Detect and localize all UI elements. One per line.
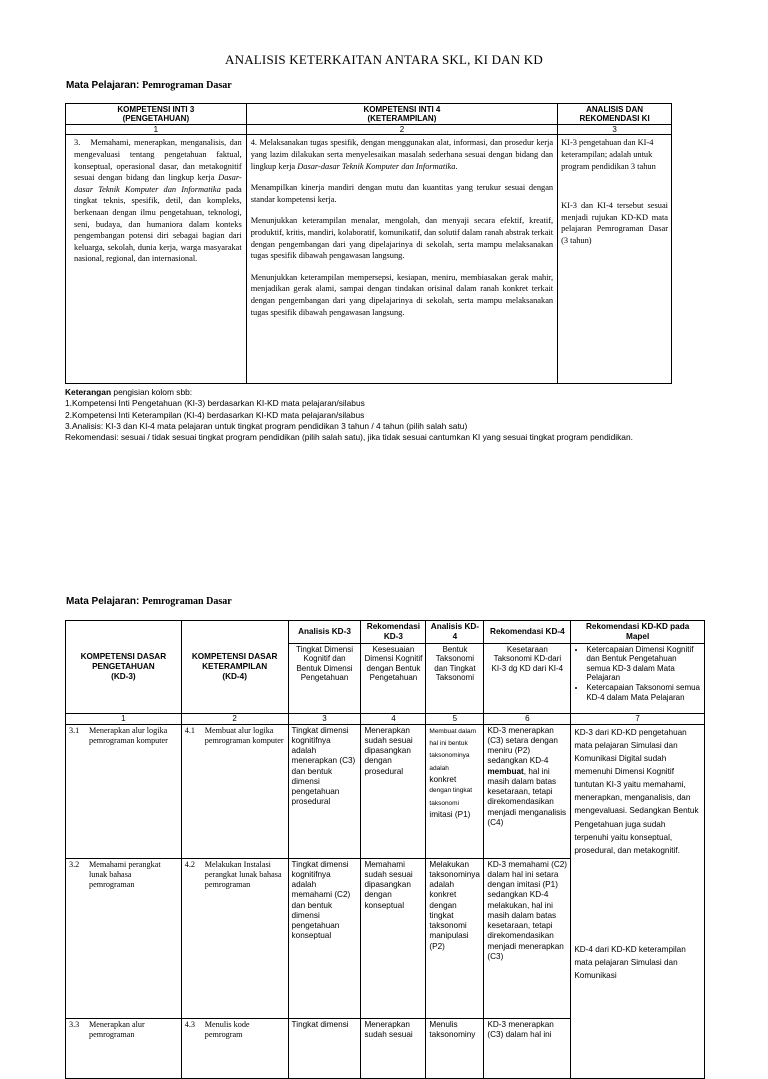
sub-analysis-kd3: Tingkat Dimensi Kognitif dan Bentuk Dimensi Pengetahuan (288, 643, 361, 713)
subject-line-1 (66, 80, 232, 91)
subject-name: Pemrograman Dasar (142, 596, 232, 607)
sub-rec-mapel (571, 643, 705, 713)
rec-kd4-text: KD-3 menerapkan (C3) setara dengan meniru (P2) sedangkan KD-4 membuat, hal ini masih dalam batas kesetaraan, tetapi direkomendasikan menjadi menganalisis (C4) (484, 724, 571, 858)
analysis-paragraph: KI-3 pengetahuan dan KI-4 keterampilan; adalah untuk program pendidikan 3 tahun (561, 138, 656, 171)
kd4-text: Melakukan Instalasi perangkat lunak bahasa pemrograman (204, 859, 282, 890)
col-number: 2 (246, 125, 557, 135)
analysis-kd3-text: Tingkat dimensi kognitifnya adalah menerapkan (C3) dan bentuk dimensi pengetahuan prosedural (288, 724, 361, 858)
header-ki4: KOMPETENSI INTI 4 (KETERAMPILAN) (246, 104, 557, 125)
note-line: 2.Kompetensi Inti Keterampilan (KI-4) berdasarkan KI-KD mata pelajaran/silabus (65, 409, 365, 420)
rec-kd3-text: Menerapkan sudah sesuai dipasangkan dengan prosedural (361, 724, 426, 858)
notes-label: Keterangan (65, 387, 112, 397)
subject-label: Mata Pelajaran: (66, 596, 140, 607)
header-analysis-kd3: Analisis KD-3 (288, 621, 361, 644)
col-number: 3 (558, 125, 672, 135)
rec-kd4-text: KD-3 memahami (C2) dalam hal ini setara dengan imitasi (P1) sedangkan KD-4 melakukan, hal ini masih dalam batas kesetaraan, tetapi direkomendasikan menjadi menerapkan (C3) (484, 858, 571, 1018)
header-kd4: KOMPETENSI DASAR KETERAMPILAN (KD-4) (181, 621, 288, 714)
subject-name: Pemrograman Dasar (142, 80, 232, 91)
sub-rec-kd4: Kesetaraan Taksonomi KD-dari KI-3 dg KD dari KI-4 (484, 643, 571, 713)
ki3-cell: 3. Memahami, menerapkan, menganalisis, dan mengevaluasi tentang pengetahuan faktual, konseptual, operasional dasar, dan metakognitif sesuai dengan bidang dan lingkup kerja Dasar-dasar Teknik Komputer dan Informatika pada tingkat teknis, spesifik, detil, dan kompleks, berkenaan dengan ilmu pengetahuan, teknologi, seni, budaya, dan humaniora dalam konteks pengembangan potensi diri sebagai bagian dari keluarga, sekolah, dunia kerja, warga masyarakat nasional, regional, dan internasional. (66, 135, 247, 384)
col-number: 5 (426, 713, 484, 724)
subject-label: Mata Pelajaran: (66, 80, 140, 91)
col-number: 7 (571, 713, 705, 724)
col-number: 1 (66, 125, 247, 135)
analysis-paragraph: KI-3 dan KI-4 tersebut sesuai menjadi rujukan KD-KD mata pelajaran Pemrograman Dasar (3 tahun) (561, 201, 668, 245)
kd4-text: Menulis kode pemrogram (204, 1019, 250, 1039)
analysis-kd4-text: Melakukan taksonominya adalah konkret dengan tingkat taksonomi manipulasi (P2) (426, 858, 484, 1018)
ki4-paragraph: Menampilkan kinerja mandiri dengan mutu dan kuantitas yang terukur sesuai dengan standar kompetensi kerja. (250, 183, 554, 204)
note-line: 1.Kompetensi Inti Pengetahuan (KI-3) berdasarkan KI-KD mata pelajaran/silabus (65, 398, 365, 409)
header-analysis-kd4: Analisis KD-4 (426, 621, 484, 644)
header-rec-kd3: Rekomendasi KD-3 (361, 621, 426, 644)
sub-rec-kd3: Kesesuaian Dimensi Kognitif dengan Bentuk Pengetahuan (361, 643, 426, 713)
rec-bullet: • Ketercapaian Taksonomi semua KD-4 dalam Mata Pelajaran (586, 683, 701, 702)
col-number: 4 (361, 713, 426, 724)
header-ki3: KOMPETENSI INTI 3 (PENGETAHUAN) (66, 104, 247, 125)
analysis-cell (558, 135, 672, 384)
kd-analysis-table (65, 620, 705, 1079)
table-row: 3.3 Menerapkan alur pemrograman 4.3 Menulis kode pemrogram Tingkat dimensi Menerapkan sudah sesuai Menulis taksonominy KD-3 menerapkan (C3) dalam hal ini (66, 1018, 705, 1078)
rec-kd3-text: Memahami sudah sesuai dipasangkan dengan konseptual (361, 858, 426, 1018)
subject-line-2 (66, 596, 232, 607)
kd4-text: Membuat alur logika pemrograman komputer (204, 725, 284, 745)
sub-analysis-kd4: Bentuk Taksonomi dan Tingkat Taksonomi (426, 643, 484, 713)
ki4-cell: 4. Melaksanakan tugas spesifik, dengan menggunakan alat, informasi, dan prosedur kerja yang lazim dilakukan serta menyelesaikan masalah sederhana sesuai dengan bidang dan lingkup kerja Dasar-dasar Teknik Komputer dan Informatika. Menampilkan kinerja mandiri dengan mutu dan kuantitas yang terukur sesuai dengan standar kompetensi kerja. Menunjukkan keterampilan menalar, mengolah, dan menyaji secara efektif, kreatif, produktif, kritis, mandiri, kolaboratif, komunikatif, dan solutif dalam ranah abstrak terkait dengan pengembangan dari yang dipelajarinya di sekolah, serta mampu melaksanakan tugas spesifik dibawah pengawasan langsung. Menunjukkan keterampilan mempersepsi, kesiapan, meniru, membiasakan gerak mahir, menjadikan gerak alami, sampai dengan tindakan orisinal dalam ranah konkret terkait dengan pengembangan dari yang dipelajarinya di sekolah, serta mampu melaksanakan tugas spesifik dibawah pengawasan langsung. (246, 135, 557, 384)
ki4-paragraph: Menunjukkan keterampilan mempersepsi, kesiapan, meniru, membiasakan gerak mahir, menjadikan gerak alami, sampai dengan tindakan orisinal dalam ranah konkret terkait dengan pengembangan dari yang dipelajarinya di sekolah, serta mampu melaksanakan tugas spesifik dibawah pengawasan langsung. (250, 272, 554, 317)
notes-block: Keterangan pengisian kolom sbb: 1.Kompetensi Inti Pengetahuan (KI-3) berdasarkan KI-KD mata pelajaran/silabus 2.Kompetensi Inti Keterampilan (KI-4) berdasarkan KI-KD mata pelajaran/silabus 3.Analisis: KI-3 dan KI-4 mata pelajaran untuk tingkat program pendidikan 3 tahun / 4 tahun (pilih salah satu) Rekomendasi: sesuai / tidak sesuai tingkat program pendidikan (pilih salah satu), jika tidak sesuai cantumkan KI yang sesuai tingkat program pendidikan. (65, 387, 765, 443)
table-row: 3.2 Memahami perangkat lunak bahasa pemrograman 4.2 Melakukan Instalasi perangkat lunak bahasa pemrograman Tingkat dimensi kognitifnya adalah memahami (C2) dan bentuk dimensi pengetahuan konseptual Memahami sudah sesuai dipasangkan dengan konseptual Melakukan taksonominya adalah konkret dengan tingkat taksonomi manipulasi (P2) KD-3 memahami (C2) dalam hal ini setara dengan imitasi (P1) sedangkan KD-4 melakukan, hal ini masih dalam batas kesetaraan, tetapi direkomendasikan menjadi menerapkan (C3) (66, 858, 705, 1018)
rec-kd4-text: KD-3 menerapkan (C3) dalam hal ini (484, 1018, 571, 1078)
note-line: 3.Analisis: KI-3 dan KI-4 mata pelajaran untuk tingkat program pendidikan 3 tahun / 4 tahun (pilih salah satu) (65, 420, 468, 431)
header-kd3: KOMPETENSI DASAR PENGETAHUAN (KD-3) (66, 621, 182, 714)
ki-analysis-table (65, 103, 672, 384)
col-number: 3 (288, 713, 361, 724)
header-rec-mapel: Rekomendasi KD-KD pada Mapel (571, 621, 705, 644)
analysis-kd3-text: Tingkat dimensi kognitifnya adalah memahami (C2) dan bentuk dimensi pengetahuan konseptual (288, 858, 361, 1018)
page-title: ANALISIS KETERKAITAN ANTARA SKL, KI DAN KD (225, 52, 543, 67)
ki4-paragraph: Menunjukkan keterampilan menalar, mengolah, dan menyaji secara efektif, kreatif, produktif, kritis, mandiri, kolaboratif, komunikatif, dan solutif dalam ranah abstrak terkait dengan pengembangan dari yang dipelajarinya di sekolah, serta mampu melaksanakan tugas spesifik dibawah pengawasan langsung. (250, 216, 554, 261)
header-rec-kd4: Rekomendasi KD-4 (484, 621, 571, 644)
analysis-kd3-text: Tingkat dimensi (288, 1018, 361, 1078)
note-line: Rekomendasi: sesuai / tidak sesuai tingkat program pendidikan (pilih salah satu), jika tidak sesuai cantumkan KI yang sesuai tingkat program pendidikan. (65, 432, 633, 442)
kd3-text: Menerapkan alur logika pemrograman komputer (89, 725, 168, 745)
rec-kd3-text: Menerapkan sudah sesuai (361, 1018, 426, 1078)
header-analysis: ANALISIS DAN REKOMENDASI KI (558, 104, 672, 125)
rec-bullet: • Ketercapaian Dimensi Kognitif dan Bentuk Pengetahuan semua KD-3 dalam Mata Pelajaran (586, 645, 701, 683)
kd3-text: Memahami perangkat lunak bahasa pemrograman (89, 859, 161, 890)
analysis-kd4-text: Membuat dalam hal ini bentuk taksonominya adalah konkret dengan tingkat taksonomi imitasi (P1) (426, 724, 484, 858)
col-number: 2 (181, 713, 288, 724)
kd3-text: Menerapkan alur pemrograman (89, 1019, 145, 1039)
col-number: 6 (484, 713, 571, 724)
rec-mapel-text: KD-3 dari KD-KD pengetahuan mata pelajaran Simulasi dan Komunikasi Digital sudah memenuhi Dimensi Kognitif tuntutan KI-3 yaitu memahami, menerapkan, menganalisis, dan mengevaluasi. Sedangkan Bentuk Pengetahuan juga sudah terpenuhi yaitu konseptual, prosedural, dan metakognitif. KD-4 dari KD-KD keterampilan mata pelajaran Simulasi dan Komunikasi (571, 724, 705, 1078)
table-row: 3.1 Menerapkan alur logika pemrograman komputer 4.1 Membuat alur logika pemrograman komputer Tingkat dimensi kognitifnya adalah menerapkan (C3) dan bentuk dimensi pengetahuan prosedural Menerapkan sudah sesuai dipasangkan dengan prosedural Membuat dalam hal ini bentuk taksonominya adalah konkret dengan tingkat taksonomi imitasi (P1) KD-3 menerapkan (C3) setara dengan meniru (P2) sedangkan KD-4 membuat, hal ini masih dalam batas kesetaraan, tetapi direkomendasikan menjadi menganalisis (C4) KD-3 dari KD-KD pengetahuan mata pelajaran Simulasi dan Komunikasi Digital sudah memenuhi Dimensi Kognitif tuntutan KI-3 yaitu memahami, menerapkan, menganalisis, dan mengevaluasi. Sedangkan Bentuk Pengetahuan juga sudah terpenuhi yaitu konseptual, prosedural, dan metakognitif. KD-4 dari KD-KD keterampilan mata pelajaran Simulasi dan Komunikasi (66, 724, 705, 858)
analysis-kd4-text: Menulis taksonominy (426, 1018, 484, 1078)
col-number: 1 (66, 713, 182, 724)
